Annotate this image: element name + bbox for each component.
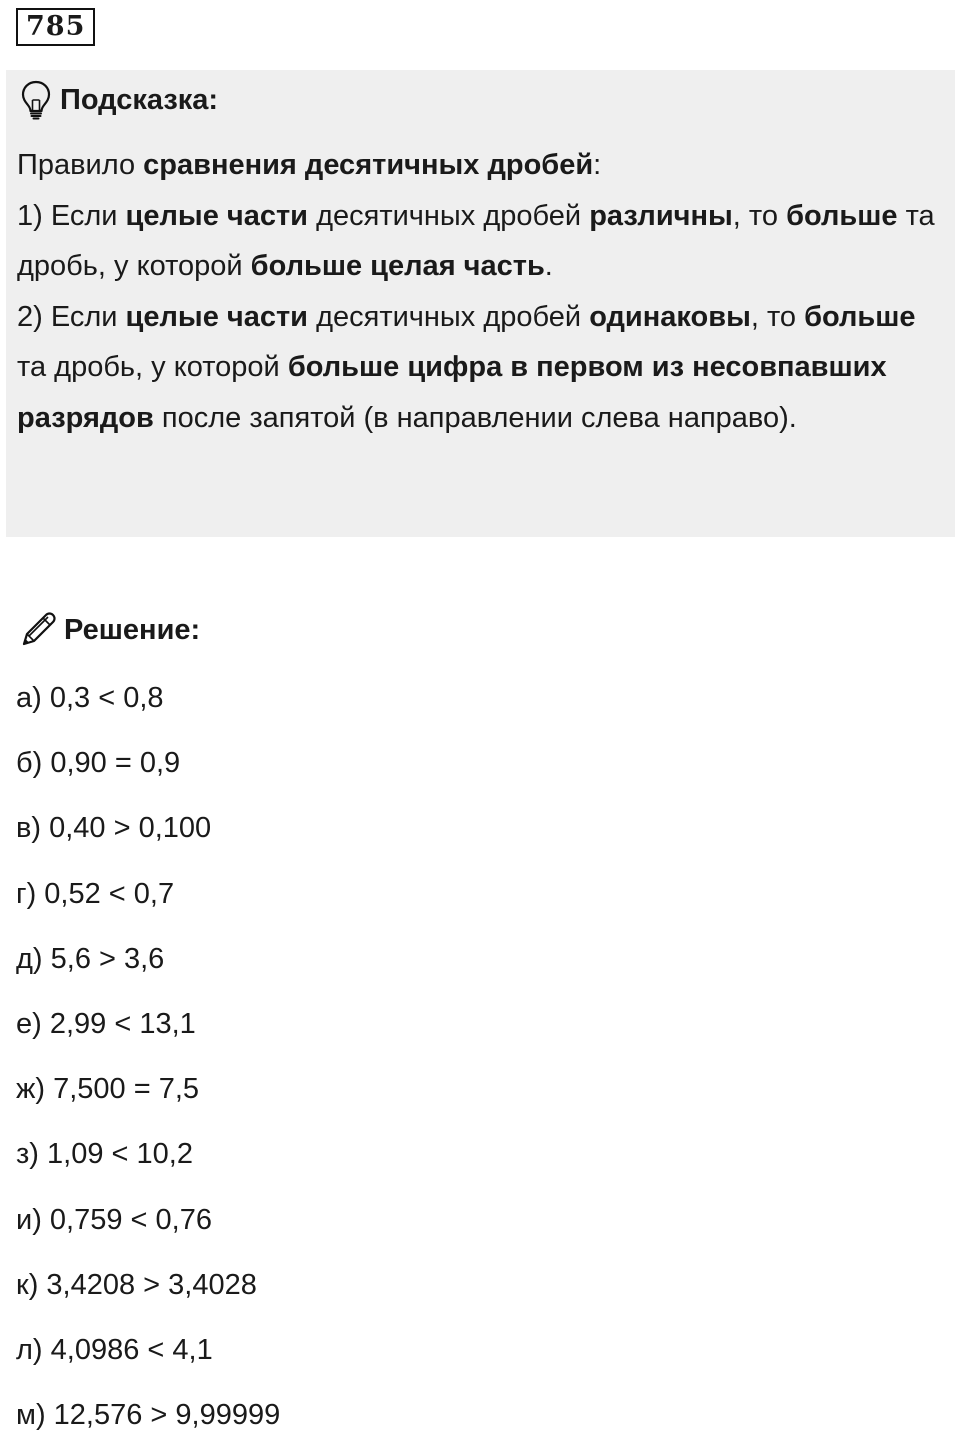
- hint-title: Подсказка:: [60, 83, 219, 116]
- answer-item: а) 0,3 < 0,8: [16, 682, 164, 714]
- hint-bold-text: сравнения десятичных дробей: [143, 149, 594, 181]
- hint-text-segment: , то: [732, 199, 787, 232]
- hint-paragraph: [17, 292, 947, 444]
- hint-bold-text: одинаковы: [589, 300, 751, 333]
- hint-text-segment: десятичных дробей: [308, 199, 590, 232]
- hint-heading: [20, 80, 218, 120]
- hint-text-segment: Правило: [17, 149, 144, 181]
- answer-item: и) 0,759 < 0,76: [16, 1203, 212, 1236]
- hint-bold-text: целые части: [125, 199, 309, 232]
- answer-item: л) 4,0986 < 4,1: [16, 1333, 213, 1366]
- solution-heading: [18, 608, 200, 652]
- answer-item: м) 12,576 > 9,99999: [16, 1399, 281, 1432]
- hint-bold-text: целые части: [125, 300, 309, 333]
- hint-paragraph: [17, 140, 947, 191]
- lightbulb-icon: [20, 80, 52, 120]
- hint-box: [6, 70, 955, 537]
- answer-item: е) 2,99 < 13,1: [16, 1007, 196, 1040]
- hint-text-segment: десятичных дробей: [308, 300, 590, 333]
- solution-title: Решение:: [64, 613, 201, 646]
- answer-item: б) 0,90 = 0,9: [16, 747, 181, 780]
- answer-item: д) 5,6 > 3,6: [16, 942, 165, 975]
- hint-text-segment: та дробь, у которой: [17, 199, 935, 282]
- hint-bold-text: больше: [804, 300, 916, 333]
- hint-text: [17, 140, 947, 443]
- answer-item: г) 0,52 < 0,7: [16, 877, 175, 910]
- answer-list: [16, 673, 280, 1455]
- hint-bold-text: больше цифра в первом из несовпавших разрядов: [17, 351, 887, 434]
- answer-item: к) 3,4208 > 3,4028: [16, 1268, 257, 1301]
- answer-item: з) 1,09 < 10,2: [16, 1138, 193, 1171]
- hint-bold-text: различны: [589, 199, 733, 232]
- hint-text-segment: :: [593, 149, 602, 181]
- answer-item: в) 0,40 > 0,100: [16, 812, 212, 845]
- hint-text-segment: 2) Если: [17, 300, 126, 333]
- answer-item: ж) 7,500 = 7,5: [16, 1073, 200, 1106]
- hint-text-segment: после запятой (в направлении слева направо).: [153, 401, 797, 434]
- hint-paragraph: [17, 191, 947, 292]
- hint-text-segment: , то: [750, 300, 805, 333]
- task-number: 785: [16, 8, 95, 46]
- pencil-icon: [18, 610, 58, 650]
- hint-bold-text: больше: [786, 199, 898, 232]
- hint-bold-text: больше целая часть: [250, 250, 545, 282]
- hint-text-segment: 1) Если: [17, 199, 126, 232]
- hint-text-segment: .: [544, 250, 553, 282]
- hint-text-segment: та дробь, у которой: [17, 351, 288, 383]
